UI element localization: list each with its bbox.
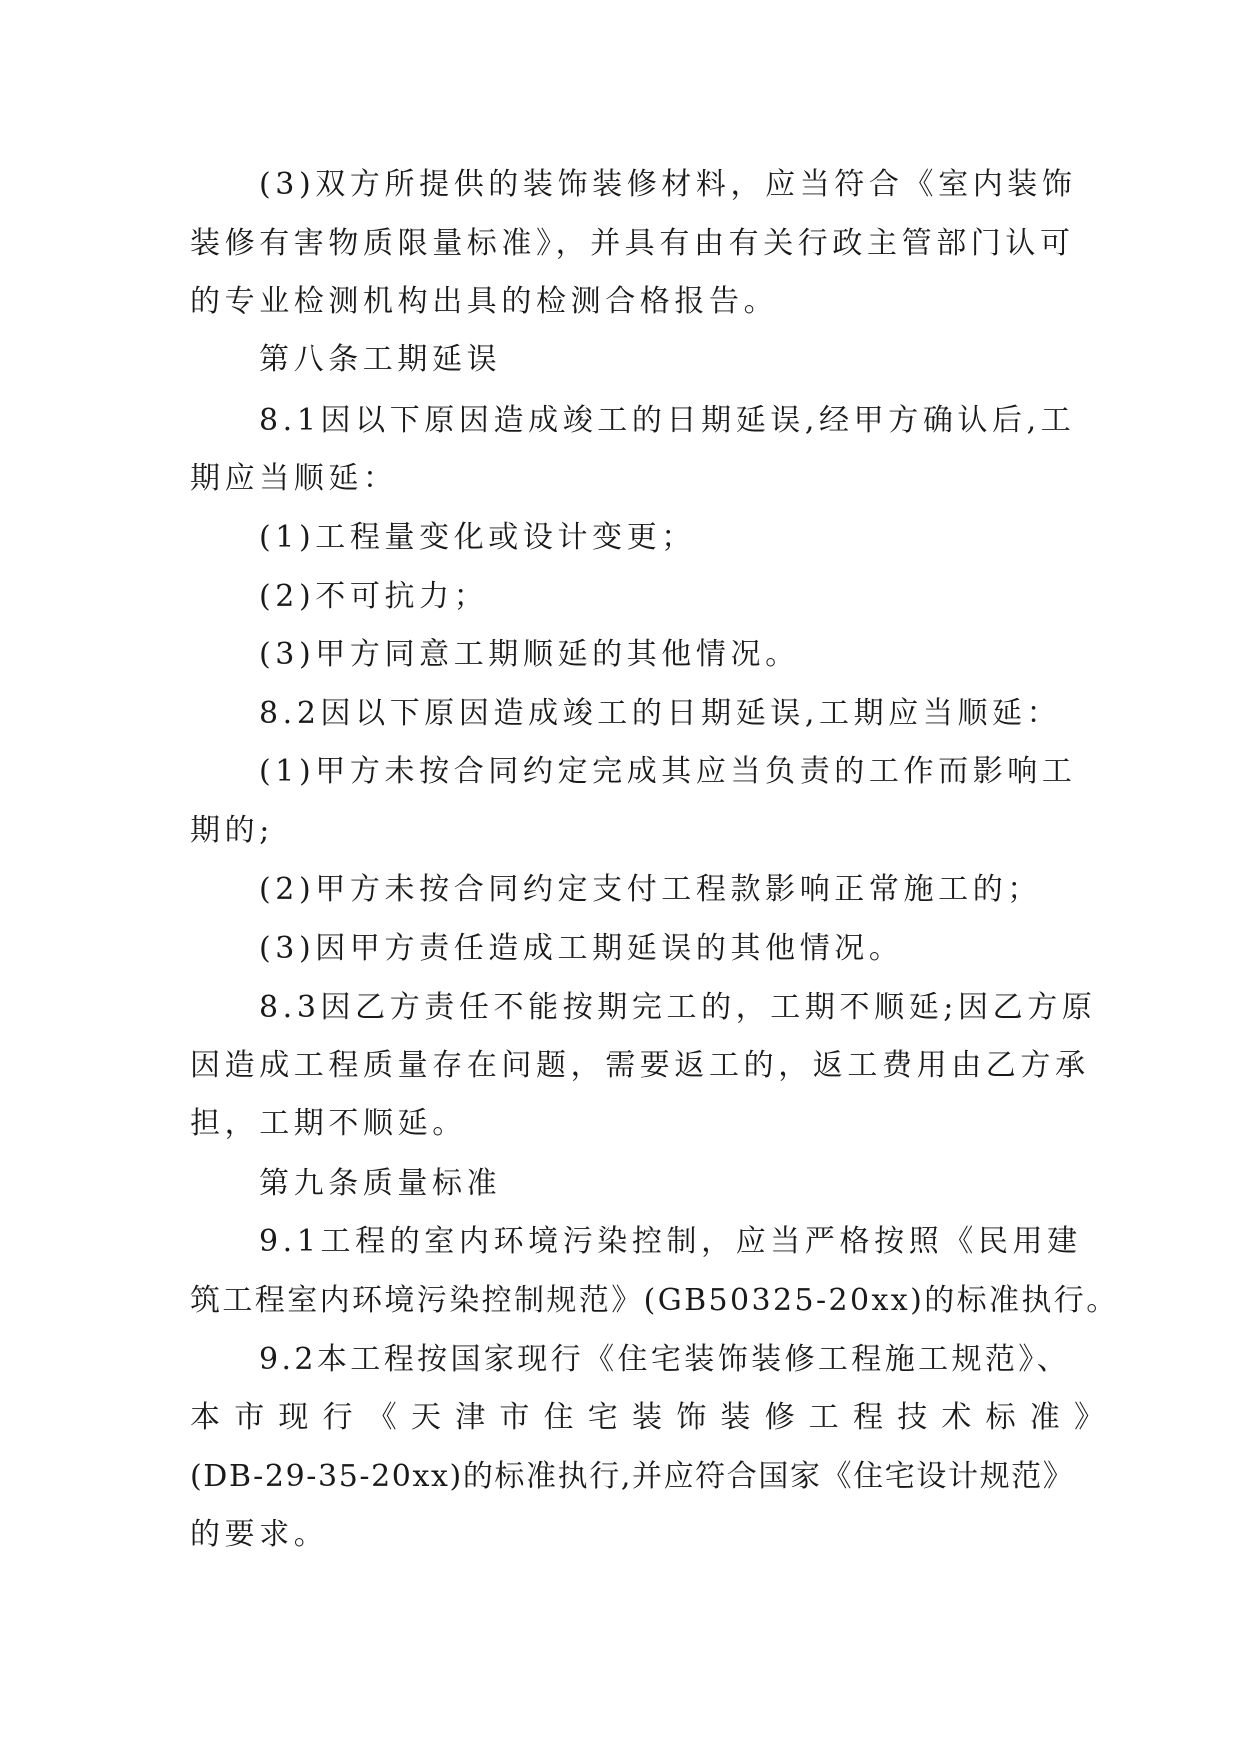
article-9-heading: 第九条质量标准: [259, 1166, 502, 1201]
clause-8-1-item-2: (2)不可抗力；: [259, 579, 489, 614]
clause-8-1-line-1: 8.1因以下原因造成竣工的日期延误,经甲方确认后,工: [259, 403, 1076, 438]
clause-8-2: 8.2因以下原因造成竣工的日期延误,工期应当顺延：: [259, 696, 1062, 731]
paragraph-3-material-standard-line-1: (3)双方所提供的装饰装修材料，应当符合《室内装饰: [259, 167, 1077, 202]
clause-8-3-line-2: 因造成工程质量存在问题，需要返工的，返工费用由乙方承: [190, 1048, 1090, 1083]
paragraph-3-material-standard-line-3: 的专业检测机构出具的检测合格报告。: [190, 284, 779, 319]
clause-8-2-item-3: (3)因甲方责任造成工期延误的其他情况。: [259, 931, 904, 966]
paragraph-3-material-standard-line-2: 装修有害物质限量标准》，并具有由有关行政主管部门认可: [190, 226, 1075, 261]
clause-8-1-item-1: (1)工程量变化或设计变更；: [259, 520, 696, 555]
clause-8-1-item-3: (3)甲方同意工期顺延的其他情况。: [259, 637, 800, 672]
clause-8-2-item-1-line-2: 期的;: [190, 813, 274, 848]
clause-8-2-item-2: (2)甲方未按合同约定支付工程款影响正常施工的；: [259, 872, 1042, 907]
clause-9-1-line-2: 筑工程室内环境污染控制规范》(GB50325-20xx)的标准执行。: [190, 1283, 1119, 1318]
clause-9-2-line-1: 9.2本工程按国家现行《住宅装饰装修工程施工规范》、: [259, 1342, 1071, 1377]
clause-9-2-line-2: 本市现行《天津市住宅装饰装修工程技术标准》: [190, 1400, 1119, 1435]
clause-8-1-line-2: 期应当顺延：: [190, 461, 398, 496]
clause-9-1-line-1: 9.1工程的室内环境污染控制，应当严格按照《民用建: [259, 1224, 1082, 1259]
article-8-heading: 第八条工期延误: [259, 342, 502, 377]
clause-9-2-line-3: (DB-29-35-20xx)的标准执行,并应符合国家《住宅设计规范》: [190, 1459, 1075, 1494]
clause-9-2-line-4: 的要求。: [190, 1517, 329, 1552]
clause-8-3-line-3: 担，工期不顺延。: [190, 1106, 467, 1141]
clause-8-2-item-1-line-1: (1)甲方未按合同约定完成其应当负责的工作而影响工: [259, 754, 1077, 789]
clause-8-3-line-1: 8.3因乙方责任不能按期完工的，工期不顺延;因乙方原: [259, 990, 1097, 1025]
